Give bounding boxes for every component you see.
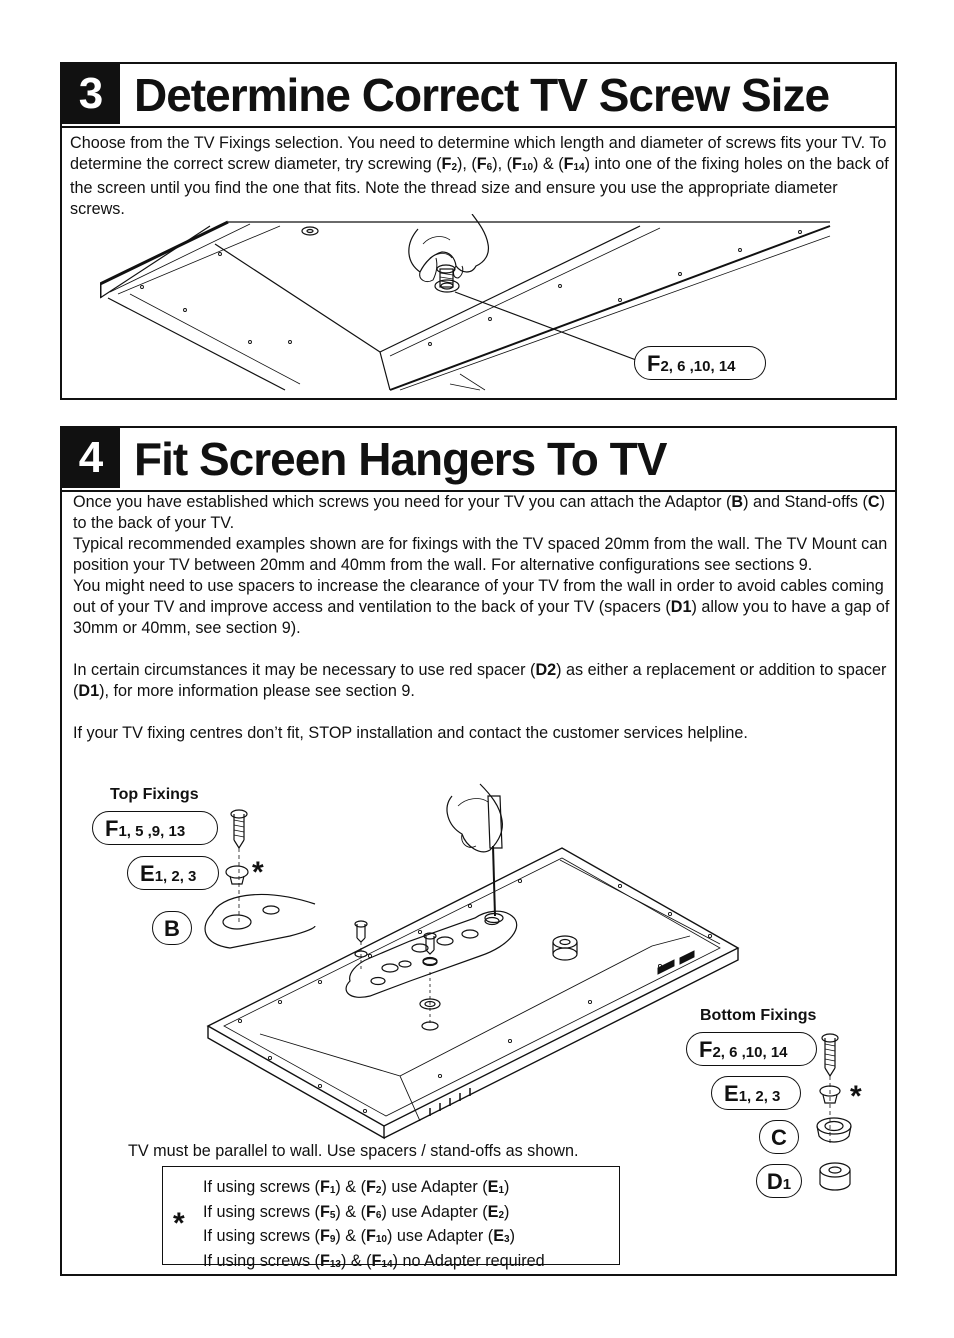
standoff-on-tv [553, 936, 577, 960]
section-3-text: Choose from the TV Fixings selection. You need to determine which length and diameter of screws fits your TV. To determine the correct screw diameter, try screwing $(F_2)$, $(F_6)$, $(F_{10})$ & $(F_{14})$ into one of the fixing holes on the back of the screen until you find the one that fits. Note the thread size and ensure you use the appropriate diameter screws. [70, 134, 889, 218]
spacer-d1-illustration [815, 1160, 855, 1200]
callout-f-2-6-10-14-bottom: F2, 6 ,10, 14 [686, 1032, 817, 1066]
callout-d1: D1 [756, 1164, 802, 1198]
top-fixings-label: Top Fixings [110, 786, 199, 803]
note-asterisk: * [173, 1207, 185, 1240]
top-adapter-icon [226, 866, 248, 884]
top-asterisk: * [252, 856, 264, 889]
section-3-title: Determine Correct TV Screw Size [134, 69, 830, 121]
callout-e-1-2-3-bottom: E1, 2, 3 [711, 1076, 801, 1110]
section-3-number: 3 [62, 64, 120, 124]
top-screw-icon [231, 810, 247, 848]
callout-f-2-6-10-14: F2, 6 ,10, 14 [634, 346, 766, 380]
bottom-screw-icon [822, 1034, 838, 1076]
section-4-text: Once you have established which screws you need for your TV you can attach the Adaptor (B) and Stand-offs (C) to the back of your TV. Typical recommended examples shown are for fixings with the TV spaced 20mm from the wall. The TV Mount can position your TV between 20mm and 40mm from the wall. For alternative configurations see sections 9. You might need to use spacers to increase the clearance of your TV from the wall in order to avoid cables coming out of your TV and improve access and ventilation to the back of your TV (spacers (D1) allow you to have a gap of 30mm or 40mm, see section 9). In certain circumstances it may be necessary to use red spacer (D2) as either a replacement or addition to spacer (D1), for more information please see section 9. If your TV fixing centres don’t fit, STOP installation and contact the customer services helpline. [73, 493, 890, 742]
section-4-number: 4 [62, 428, 120, 488]
bottom-asterisk: * [850, 1080, 862, 1113]
adaptor-b-plate [205, 895, 315, 948]
parallel-note: TV must be parallel to wall. Use spacers / stand-offs as shown. [128, 1142, 579, 1160]
note-line-1: If using screws $(F_1)$ & $(F_2)$ use Adapter $(E_1)$ [203, 1178, 510, 1196]
section-4-title: Fit Screen Hangers To TV [134, 433, 667, 485]
standoff-c-icon [817, 1118, 851, 1142]
note-line-2: If using screws $(F_5)$ & $(F_6)$ use Adapter $(E_2)$ [203, 1202, 510, 1221]
callout-c: C [759, 1120, 799, 1154]
callout-b: B [152, 911, 192, 945]
section-3-header [62, 64, 895, 128]
note-line-3: If using screws $(F_9)$ & $(F_{10})$ use Adapter $(E_3)$ [203, 1227, 515, 1245]
tv-back-illustration-4 [190, 776, 870, 1146]
callout-e-1-2-3-top: E1, 2, 3 [127, 856, 219, 890]
bottom-fixings-label: Bottom Fixings [700, 1007, 817, 1024]
section-4-header [62, 428, 895, 492]
adaptor-plate-on-tv [346, 911, 517, 997]
adapter-note-box [162, 1166, 620, 1270]
callout-f-1-5-9-13: F1, 5 ,9, 13 [92, 811, 218, 845]
adapter-note-lines [203, 1177, 545, 1275]
note-line-4: If using screws $(F_{13})$ & $(F_{14})$ no Adapter required [203, 1251, 545, 1270]
